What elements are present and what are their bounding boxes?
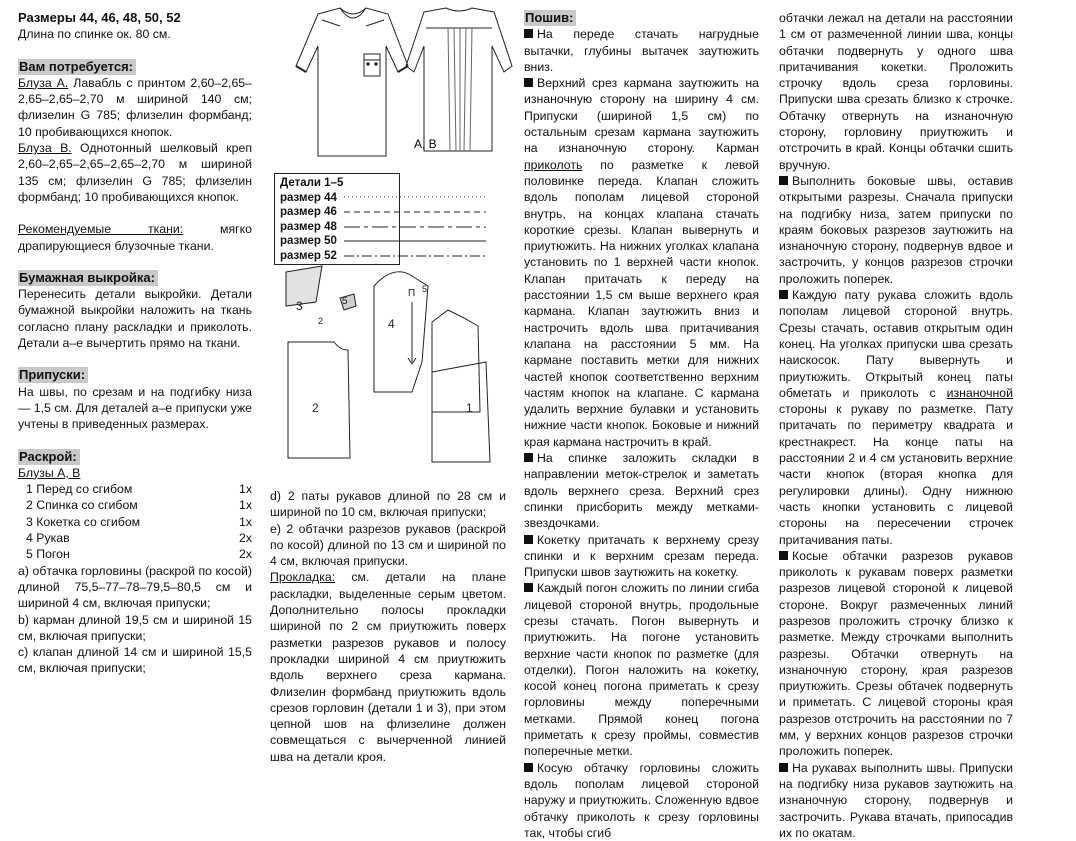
list-item: 4 Рукав 2x — [26, 531, 252, 546]
piece-label: 2 — [318, 316, 324, 326]
list-item: 5 Погон 2x — [26, 547, 252, 562]
piece-label: 4 — [388, 317, 395, 331]
length-text: Длина по спинке ок. 80 см. — [18, 27, 171, 42]
pattern-text: Перенесить детали выкройки. Детали бумажной выкройки наложить на ткань согласно плану раскладки и приколоть. Детали а–е вычертить прямо на ткани. — [18, 287, 252, 351]
sewing-step: Косую обтачку горловины сложить вдоль пополам лицевой стороной наружу и приутюжить. Сложенную вдвое обтачку приколоть к срезу горловины так, чтобы сгиб — [524, 760, 759, 840]
sewing-step: На спинке заложить складки в направлении меток-стрелок и заметать вдоль верхнего среза. Верхний срез спинки присборить между метками-звездочками. — [524, 451, 759, 531]
cut-e: е) 2 обтачки разрезов рукавов (раскрой по косой) длиной по 13 см и шириной по 4 см, включая припуски. — [270, 521, 506, 569]
blouse-b-text: Блуза В. Однотонный шелковый креп 2,60–2,65–2,65–2,65–2,70 м шириной 135 см; флизелин G 785; флизелин формбанд; 10 пробивающихся кнопок. — [18, 141, 252, 204]
allowance-heading: Припуски: — [18, 367, 88, 383]
cut-d: d) 2 паты рукавов длиной по 28 см и шириной по 10 см, включая припуски; — [270, 489, 506, 520]
column-2 — [270, 488, 506, 765]
column-4 — [779, 10, 1013, 841]
blouse-a-text: Блуза А. Лавабль с принтом 2,60–2,65–2,65–2,65–2,70 м шириной 140 см; флизелин G 785; флизелин формбанд; 10 пробивающихся кнопок. — [18, 75, 252, 139]
fabrics-text: Рекомендуемые ткани: мягко драпирующиеся блузочные ткани. — [18, 222, 252, 253]
blouse-illustration — [268, 6, 518, 166]
list-item: 2 Спинка со сгибом 1x — [26, 498, 252, 513]
column-3 — [524, 10, 759, 841]
piece-label: 2 — [312, 401, 319, 415]
need-heading: Вам потребуется: — [18, 59, 136, 75]
cut-a: а) обтачка горловины (раскрой по косой) длиной 75,5–77–78–79,5–80,5 см и шириной 4 см, включая припуски; — [18, 563, 252, 611]
piece-label: 1 — [466, 401, 473, 415]
sewing-step: На переде стачать нагрудные вытачки, глубины вытачек заутюжить вниз. — [524, 27, 759, 74]
cut-c: с) клапан длиной 14 см и шириной 15,5 см, включая припуски; — [18, 645, 252, 676]
cut-b: b) карман длиной 19,5 см и шириной 15 см, включая припуски; — [18, 612, 252, 643]
figure-caption: А, В — [414, 137, 437, 151]
column-1 — [18, 10, 252, 677]
sizes-title: Размеры 44, 46, 48, 50, 52 — [18, 10, 181, 25]
legend-row: размер 48 — [280, 220, 337, 233]
piece-label: П — [408, 288, 416, 299]
sewing-step: Кокетку притачать к верхнему срезу спинки и к верхним срезам переда. Припуски швов заутюжить на кокетку. — [524, 532, 759, 580]
allowance-text: На швы, по срезам и на подгибку низа — 1,5 см. Для деталей а–е припуски уже учтены в приведенных размерах. — [18, 384, 252, 432]
sewing-step: На рукавах выполнить швы. Припуски на подгибку низа рукавов заутюжить на изнаночную сторону, подвернув и застрочить. Рукава втачать, припосадив их по окатам. — [779, 760, 1013, 840]
sewing-step: Верхний срез кармана заутюжить на изнаночную сторону на ширину 4 см. Припуски (шириной 1,5 см) по остальным срезам кармана заутюжить на изнаночную сторону. Карман приколоть по разметке к левой половинке переда. Клапан сложить вдоль пополам лицевой стороной внутрь, на концах клапана стачать короткие срезы. Клапан вывернуть и приутюжить. На нижних уголках клапана установить по 1 верхней части кнопок. Клапан притачать к переду на расстоянии 1,5 см выше верхнего края кармана. Клапан заутюжить вниз и настрочить вдоль шва притачивания клапана на расстоянии 5 мм. На кармане поставить метки для нижних частей кнопок соответственно верхним частям кнопок на клапане. С кармана удалить верхние булавки и установить нижние части кнопок. Боковые и нижний края кармана настрочить в край. — [524, 76, 759, 449]
interfacing-text: Прокладка: см. детали на плане раскладки, выделенные серым цветом. Дополнительно полосы прокладки шириной по 2 см приутюжить поверх разметки разрезов рукавов и полосу прокладки шириной 4 см приутюжить вдоль верхнего среза кармана. Флизелин формбанд приутюжить вдоль срезов горловин (детали 1 и 3), при этом цепной шов на флизелине должен совмещаться с вычерченной линией шва на детали кроя. — [270, 570, 506, 764]
legend-row: размер 44 — [280, 191, 337, 204]
cutting-list — [18, 481, 252, 562]
legend-row: размер 46 — [280, 206, 337, 219]
pattern-heading: Бумажная выкройка: — [18, 270, 158, 286]
legend-lines — [338, 180, 498, 264]
cutting-heading: Раскрой: — [18, 449, 80, 465]
piece-label: 5 — [422, 284, 428, 294]
list-item: 3 Кокетка со сгибом 1x — [26, 514, 252, 529]
sewing-step: Каждую пату рукава сложить вдоль пополам лицевой стороной внутрь. Срезы стачать, оставив открытым один конец. На уголках припуски шва срезать наискосок. Пату вывернуть и приутюжить. Открытый конец паты обметать и приколоть с изнаночной стороны к рукаву по разметке. Пату притачать по периметру квадрата и крестнакрест. На конце паты на расстоянии 2 и 4 см установить верхние части кнопок (вторая кнопка для регулировки длины). Одну нижнюю часть кнопки установить с лицевой стороны на пересечении строчек притачивания паты. — [779, 288, 1013, 547]
piece-label: 3 — [296, 299, 303, 313]
sewing-step: Косые обтачки разрезов рукавов приколоть к рукавам поверх разметки разрезов лицевой стороной к лицевой стороне. Вокруг размеченных линий разрезов проложить строчку близко к разметке. Между строчками выполнить разрезы. Обтачки отвернуть на изнаночную сторону, края разрезов приутюжить. Срезы обтачек подвернуть и приметать. С лицевой стороны края разрезов отстрочить на расстоянии по 7 мм, у верхних концов разрезов строчки проложить поперек. — [779, 548, 1013, 759]
sewing-step: Выполнить боковые швы, оставив открытыми разрезы. Сначала припуски на подгибку низа, затем припуски по краям боковых разрезов заутюжить на изнаночную сторону, подвернув вдвое и застрочить, у концов разрезов строчки проложить поперек. — [779, 173, 1013, 286]
legend-row: размер 52 — [280, 249, 337, 262]
sewing-heading: Пошив: — [524, 10, 576, 26]
list-item: 1 Перед со сгибом 1x — [26, 482, 252, 497]
legend-row: размер 50 — [280, 235, 337, 248]
cutting-sub: Блузы А, В — [18, 465, 81, 480]
sewing-step: обтачки лежал на детали на расстоянии 1 см от размеченной линии шва, концы обтачки подвернуть у одного шва притачивания кокетки. Проложить строчку вдоль среза горловины. Припуски шва срезать близко к строчке. Обтачку отвернуть на изнаночную сторону, горловину приутюжить и отстрочить в край. Концы обтачки сшить вручную. — [779, 11, 1013, 172]
piece-label: 5 — [342, 296, 348, 307]
sewing-step: Каждый погон сложить по линии сгиба лицевой стороной внутрь, продольные срезы стачать. Погон вывернуть и приутюжить. На погоне установить верхние части кнопок по разметке (для отделки). Погон наложить на кокетку, косой конец погона приметать к срезу горловины между поперечными метками. Прямой конец погона приметать к срезу проймы, совместив поперечные метки. — [524, 581, 759, 759]
legend-title: Детали 1–5 — [280, 177, 344, 189]
layout-plan — [282, 262, 508, 482]
